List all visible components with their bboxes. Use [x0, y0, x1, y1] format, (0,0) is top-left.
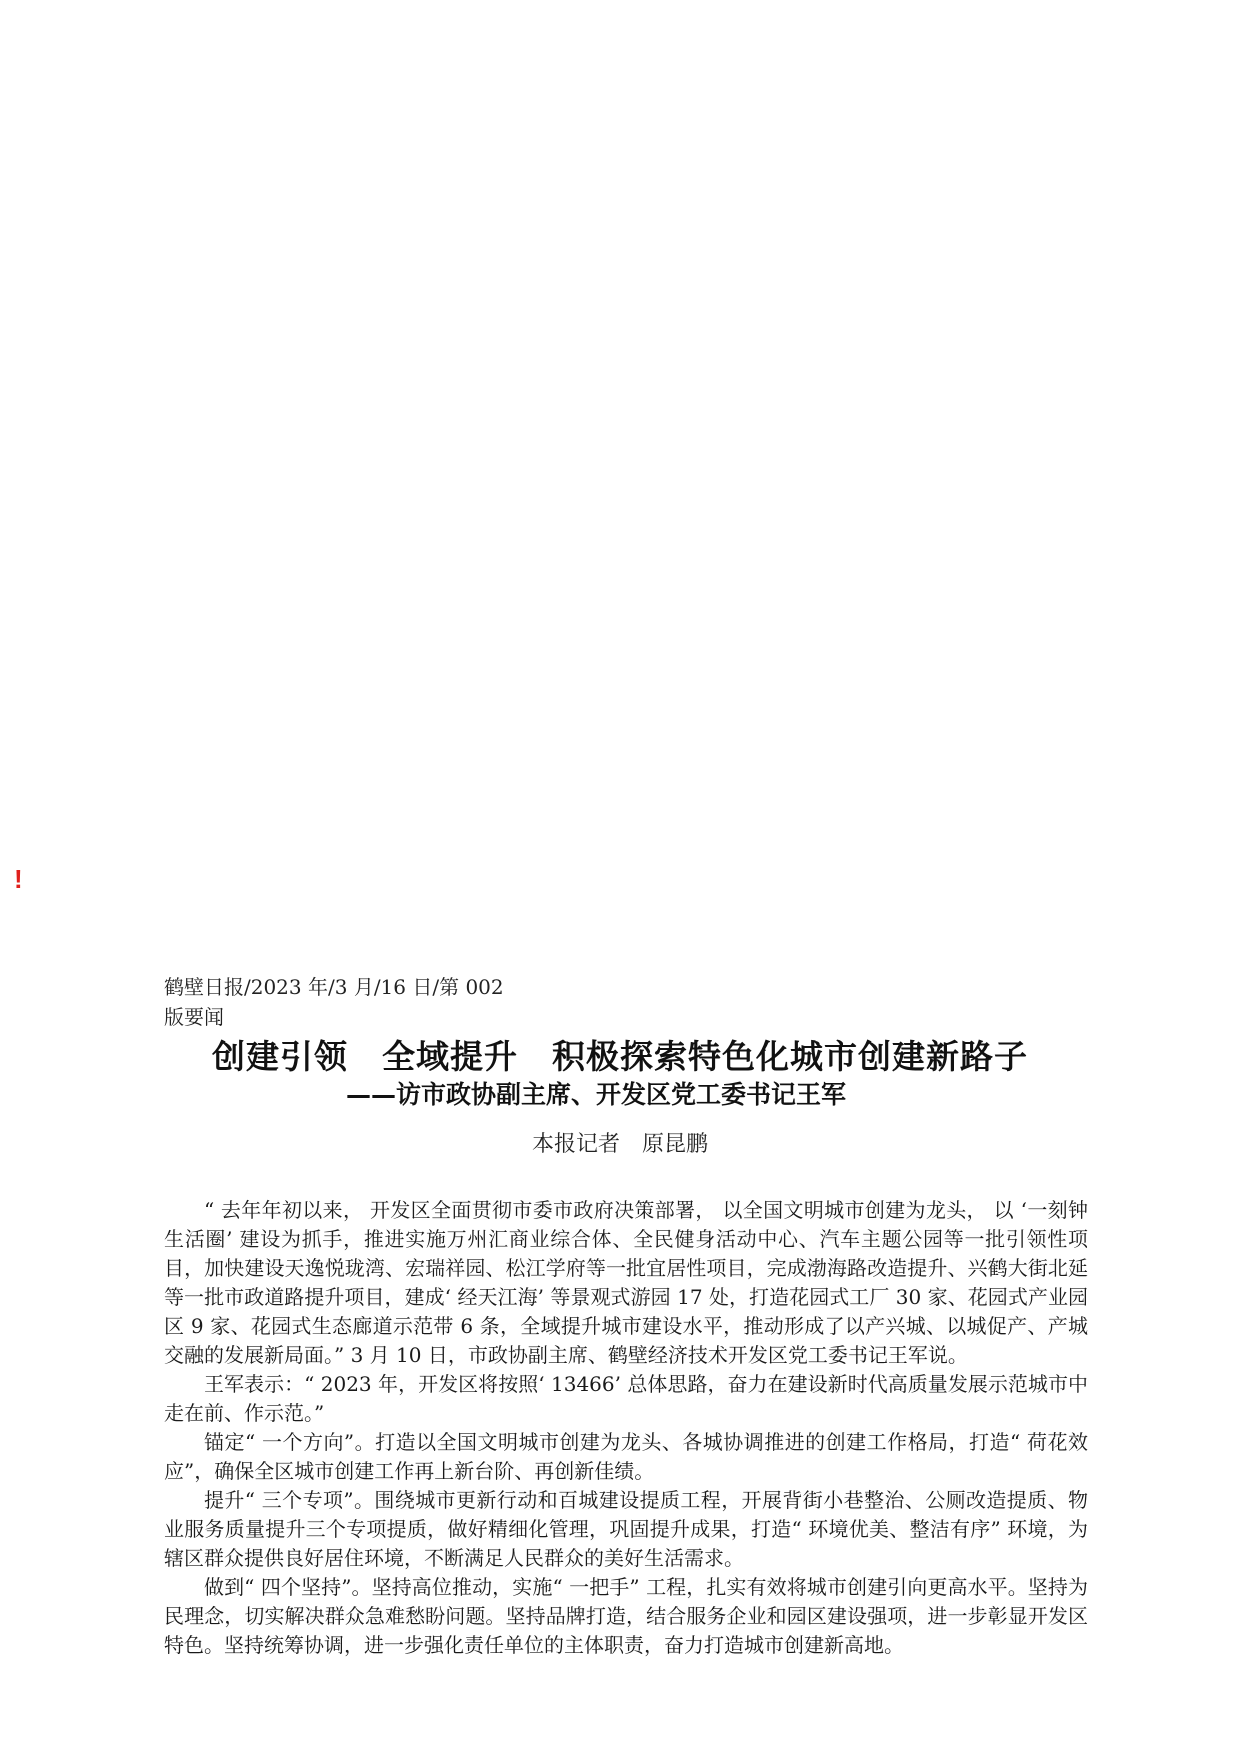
newspaper-source [164, 972, 564, 1032]
article-paragraph: 提升“ 三个专项”。围绕城市更新行动和百城建设提质工程，开展背街小巷整治、公厕改造提质、物业服务质量提升三个专项提质，做好精细化管理，巩固提升成果，打造“ 环境优美、整洁有序” 环境，为辖区群众提供良好居住环境，不断满足人民群众的美好生活需求。 [164, 1488, 1088, 1570]
source-line-1: 鹤壁日报/2023 年/3 月/16 日/第 002 [164, 975, 504, 999]
article-body [164, 1196, 1088, 1660]
source-line-2: 版要闻 [164, 1005, 224, 1029]
article-subheadline: ——访市政协副主席、开发区党工委书记王军 [346, 1080, 847, 1109]
article-headline: 创建引领 全域提升 积极探索特色化城市创建新路子 [212, 1037, 1028, 1076]
article-paragraph: 王军表示：“ 2023 年，开发区将按照‘ 13466’ 总体思路，奋力在建设新时代高质量发展示范城市中走在前、作示范。” [164, 1372, 1088, 1425]
article-paragraph: 锚定“ 一个方向”。打造以全国文明城市创建为龙头、各城协调推进的创建工作格局，打造“ 荷花效应”，确保全区城市创建工作再上新台阶、再创新佳绩。 [164, 1430, 1088, 1483]
red-exclamation-marker: ! [14, 864, 23, 894]
article-byline: 本报记者 原昆鹏 [531, 1132, 708, 1157]
article-subheadline-wrap [0, 1078, 1240, 1112]
article-paragraph: “ 去年年初以来， 开发区全面贯彻市委市政府决策部署， 以全国文明城市创建为龙头， 以 ‘一刻钟生活圈’ 建设为抓手，推进实施万州汇商业综合体、全民健身活动中心、汽车主题公园等一批引领性项目，加快建设天逸悦珑湾、宏瑞祥园、松江学府等一批宜居性项目，完成渤海路改造提升、兴鹤大街北延等一批市政道路提升项目，建成‘ 经天江海’ 等景观式游园 17 处，打造花园式工厂 30 家、花园式产业园区 9 家、花园式生态廊道示范带 6 条，全域提升城市建设水平，推动形成了以产兴城、以城促产、产城交融的发展新局面。” 3 月 10 日，市政协副主席、鹤壁经济技术开发区党工委书记王军说。 [164, 1198, 1088, 1367]
article-paragraph: 做到“ 四个坚持”。坚持高位推动，实施“ 一把手” 工程，扎实有效将城市创建引向更高水平。坚持为民理念，切实解决群众急难愁盼问题。坚持品牌打造，结合服务企业和园区建设强项，进一步彰显开发区特色。坚持统筹协调，进一步强化责任单位的主体职责，奋力打造城市创建新高地。 [164, 1575, 1088, 1657]
